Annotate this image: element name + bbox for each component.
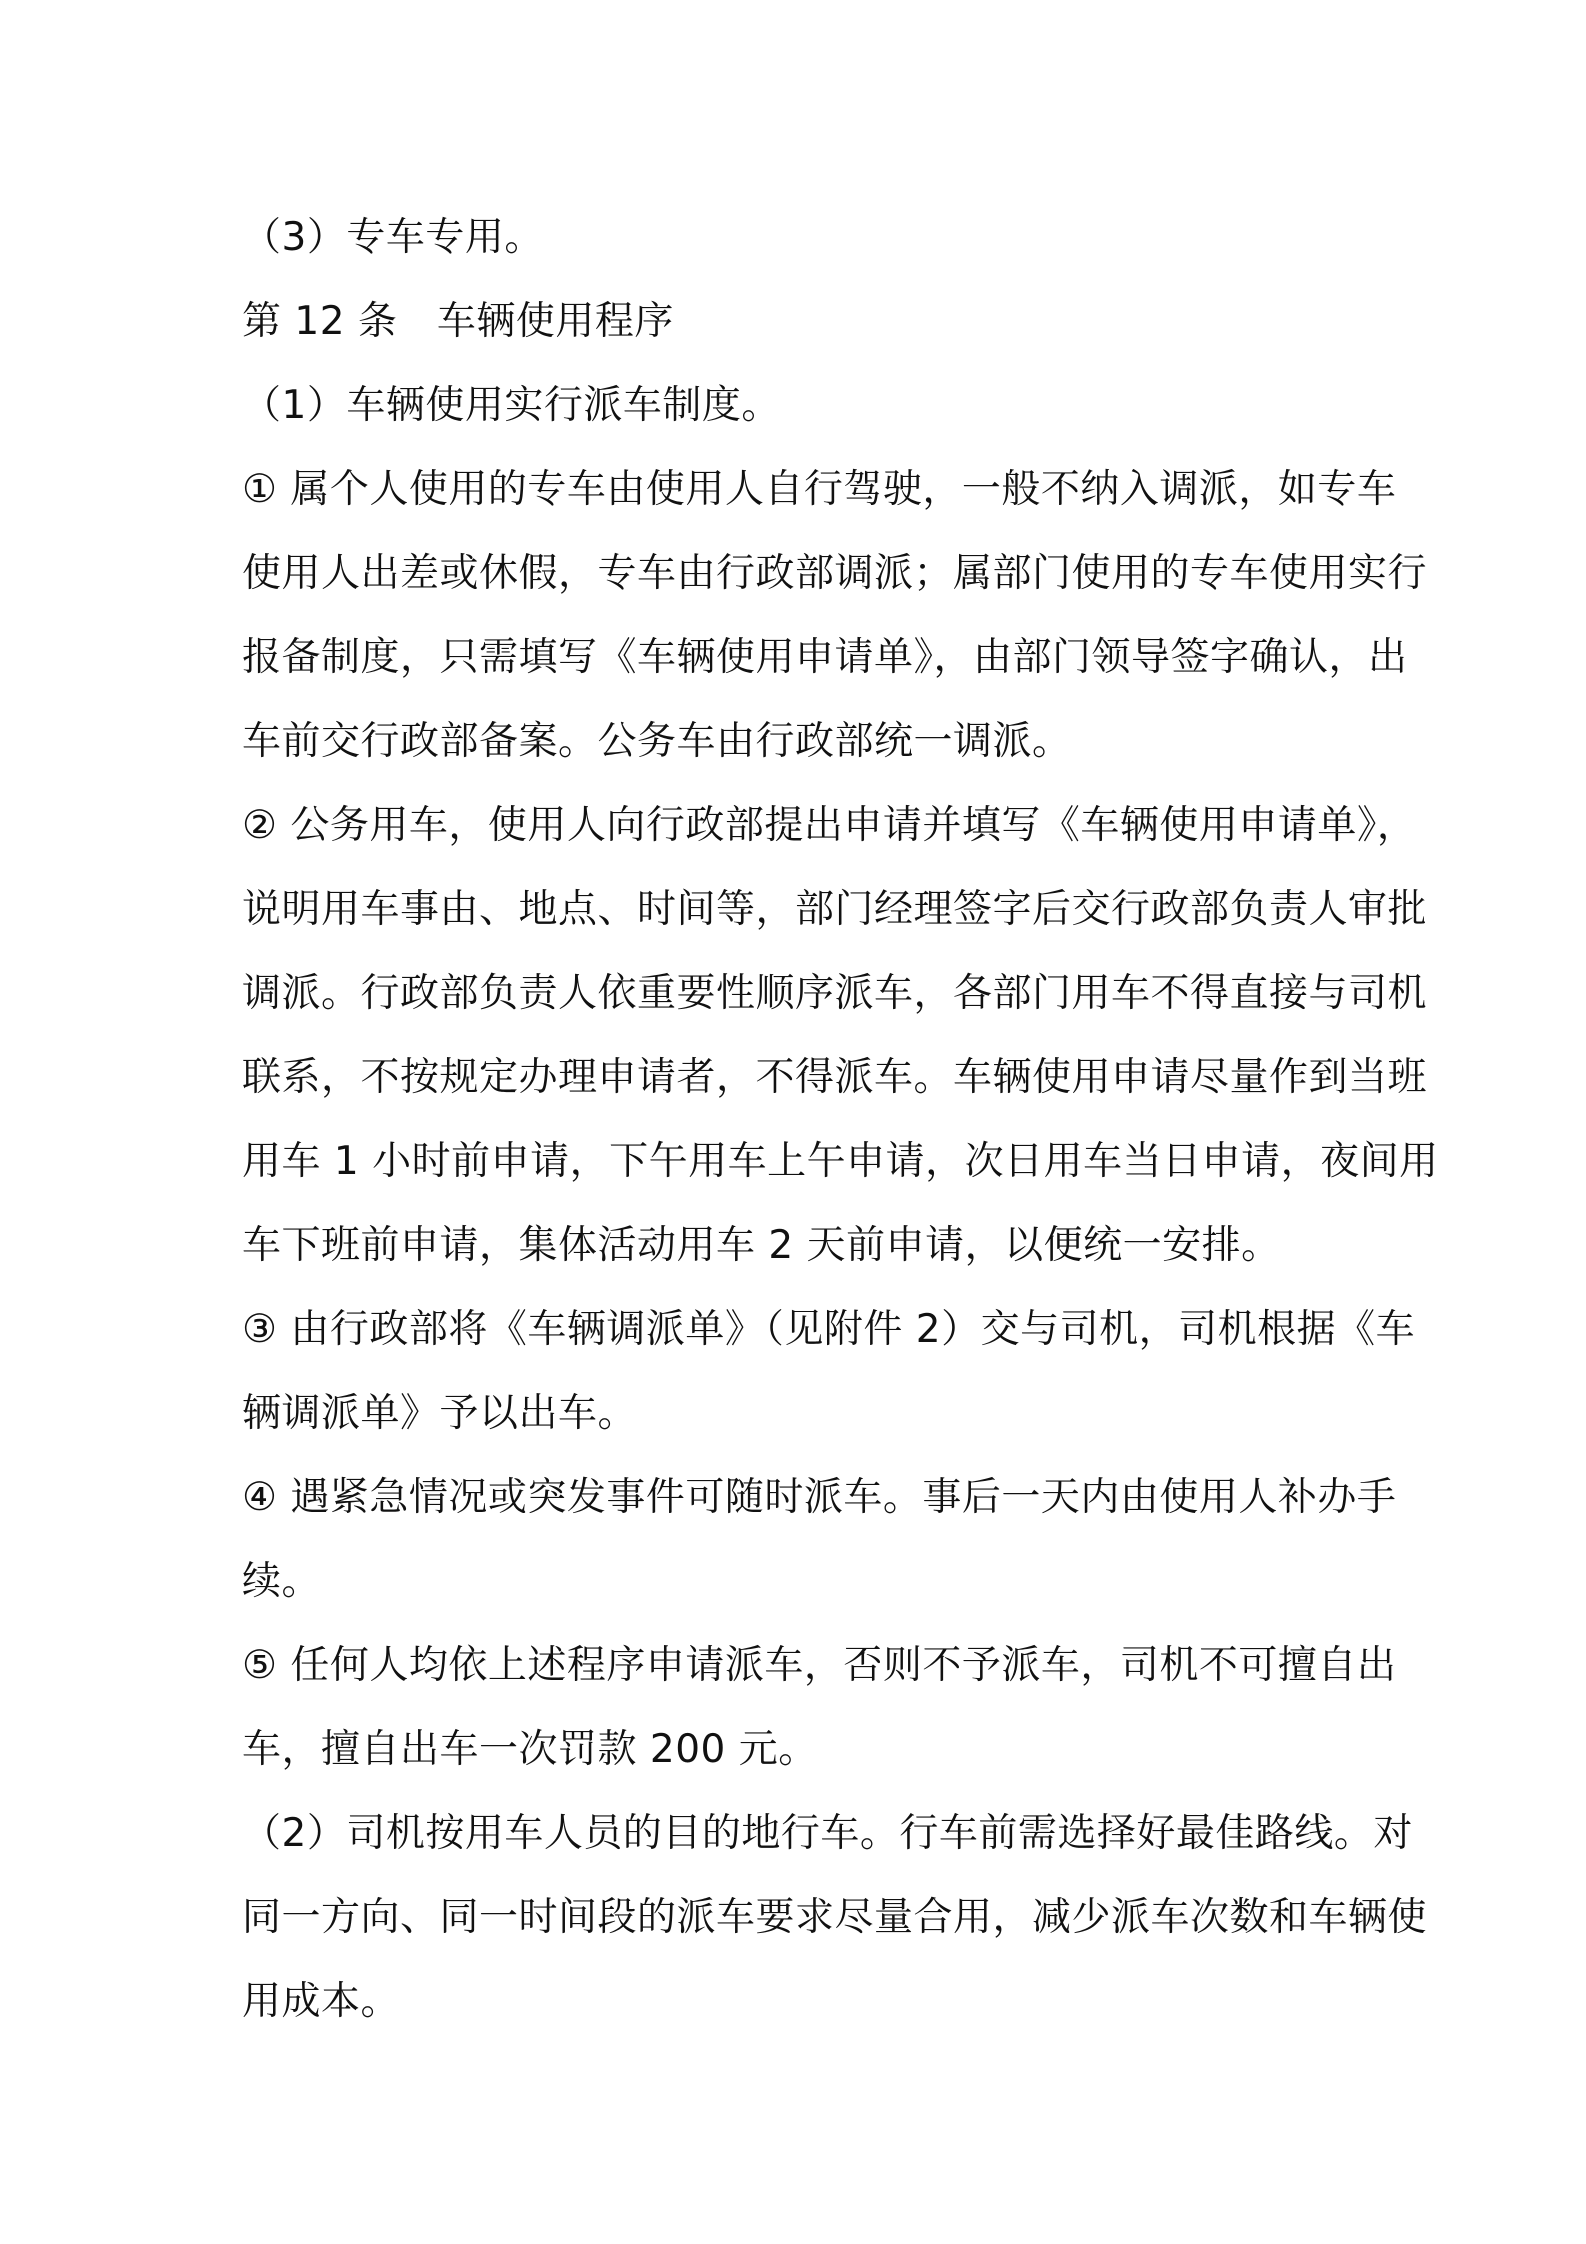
text-line: （3）专车专用。 <box>242 215 544 260</box>
text-line: ① 属个人使用的专车由使用人自行驾驶，一般不纳入调派，如专车 <box>242 467 1397 512</box>
text-line: 调派。行政部负责人依重要性顺序派车，各部门用车不得直接与司机 <box>242 971 1428 1016</box>
text-line: ③ 由行政部将《车辆调派单》（见附件 2）交与司机，司机根据《车 <box>242 1307 1416 1352</box>
text-line: 报备制度，只需填写《车辆使用申请单》，由部门领导签字确认，出 <box>242 635 1408 680</box>
text-line: （1）车辆使用实行派车制度。 <box>242 383 781 428</box>
text-line: （2）司机按用车人员的目的地行车。行车前需选择好最佳路线。对 <box>242 1811 1413 1856</box>
text-line: 车，擅自出车一次罚款 200 元。 <box>242 1727 818 1772</box>
text-line: 说明用车事由、地点、时间等，部门经理签字后交行政部负责人审批 <box>242 887 1428 932</box>
text-line: 同一方向、同一时间段的派车要求尽量合用，减少派车次数和车辆使 <box>242 1895 1428 1940</box>
text-line: 辆调派单》予以出车。 <box>242 1391 638 1436</box>
article-12-heading <box>242 280 1350 364</box>
text-line: 车下班前申请，集体活动用车 2 天前申请，以便统一安排。 <box>242 1223 1281 1268</box>
text-line: 联系，不按规定办理申请者，不得派车。车辆使用申请尽量作到当班 <box>242 1055 1428 1100</box>
text-line: 用成本。 <box>242 1979 401 2024</box>
text-line: ② 公务用车，使用人向行政部提出申请并填写《车辆使用申请单》， <box>242 803 1417 848</box>
text-line: ⑤ 任何人均依上述程序申请派车，否则不予派车，司机不可擅自出 <box>242 1643 1397 1688</box>
item-1-personal-car <box>242 448 1428 784</box>
paragraph-2-driver-route <box>242 1792 1428 2044</box>
paragraph-3-dedicated-car <box>242 196 1350 280</box>
item-4-emergency <box>242 1456 1397 1624</box>
text-line: 第 12 条 车辆使用程序 <box>242 299 674 344</box>
paragraph-1-dispatch-system <box>242 364 1350 448</box>
item-2-official-car <box>242 784 1439 1288</box>
text-line: 续。 <box>242 1559 322 1604</box>
item-5-penalty <box>242 1624 1397 1792</box>
text-line: 车前交行政部备案。公务车由行政部统一调派。 <box>242 719 1072 764</box>
text-line: 使用人出差或休假，专车由行政部调派；属部门使用的专车使用实行 <box>242 551 1428 596</box>
item-3-dispatch-form <box>242 1288 1416 1456</box>
text-line: ④ 遇紧急情况或突发事件可随时派车。事后一天内由使用人补办手 <box>242 1475 1397 1520</box>
document-body <box>242 196 1439 2044</box>
text-line: 用车 1 小时前申请，下午用车上午申请，次日用车当日申请，夜间用 <box>242 1139 1439 1184</box>
